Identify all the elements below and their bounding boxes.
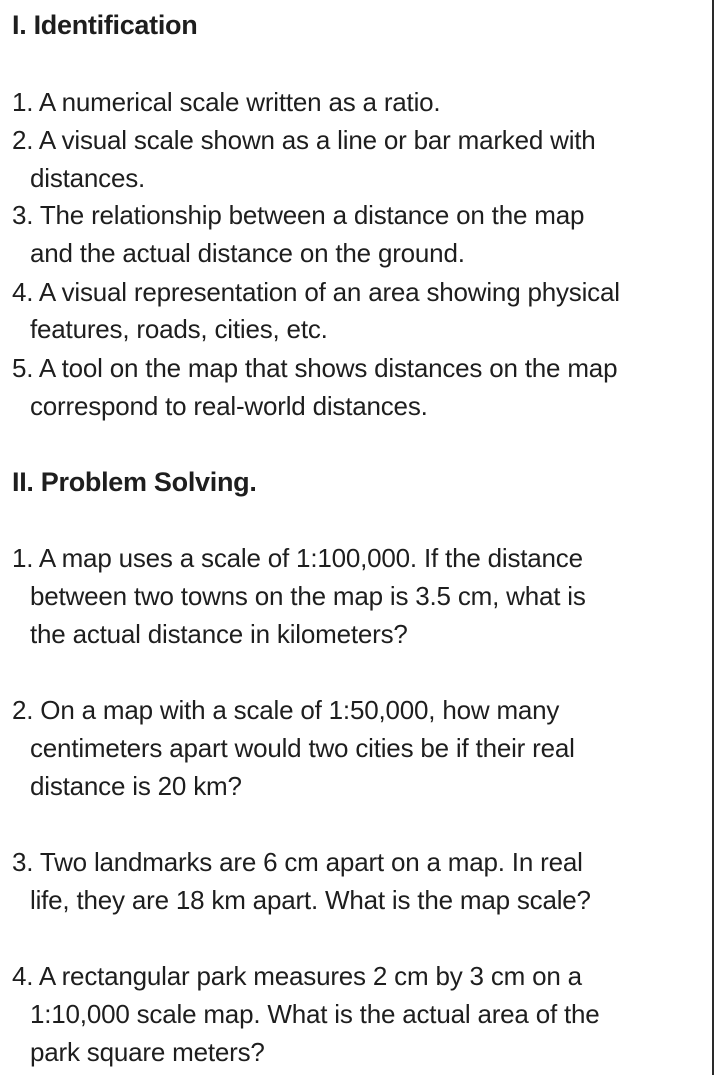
item-line: 1:10,000 scale map. What is the actual area of the xyxy=(30,999,600,1029)
item-line: correspond to real-world distances. xyxy=(30,391,428,421)
item-line: centimeters apart would two cities be if their real xyxy=(30,733,575,763)
item-line: 3. Two landmarks are 6 cm apart on a map. In real xyxy=(12,847,583,877)
item-line: and the actual distance on the ground. xyxy=(30,238,465,268)
page-edge-border xyxy=(712,0,714,1075)
item-line: 2. On a map with a scale of 1:50,000, how many xyxy=(12,695,560,725)
item-line: between two towns on the map is 3.5 cm, what is xyxy=(30,581,586,611)
section-heading-identification: I. Identification xyxy=(12,10,198,40)
item-line: 4. A visual representation of an area showing physical xyxy=(12,277,620,307)
item-line: the actual distance in kilometers? xyxy=(30,619,408,649)
item-line: 4. A rectangular park measures 2 cm by 3 cm on a xyxy=(12,961,582,991)
item-line: 5. A tool on the map that shows distances on the map xyxy=(12,353,618,383)
item-line: park square meters? xyxy=(30,1037,265,1067)
item-line: 1. A map uses a scale of 1:100,000. If the distance xyxy=(12,543,583,573)
item-line: 3. The relationship between a distance on the map xyxy=(12,200,585,230)
item-line: distances. xyxy=(30,163,146,193)
item-line: life, they are 18 km apart. What is the map scale? xyxy=(30,885,591,915)
item-line: 1. A numerical scale written as a ratio. xyxy=(12,87,441,117)
item-line: features, roads, cities, etc. xyxy=(30,314,328,344)
item-line: distance is 20 km? xyxy=(30,771,242,801)
item-line: 2. A visual scale shown as a line or bar marked with xyxy=(12,125,596,155)
section-heading-problem-solving: II. Problem Solving. xyxy=(12,467,257,497)
